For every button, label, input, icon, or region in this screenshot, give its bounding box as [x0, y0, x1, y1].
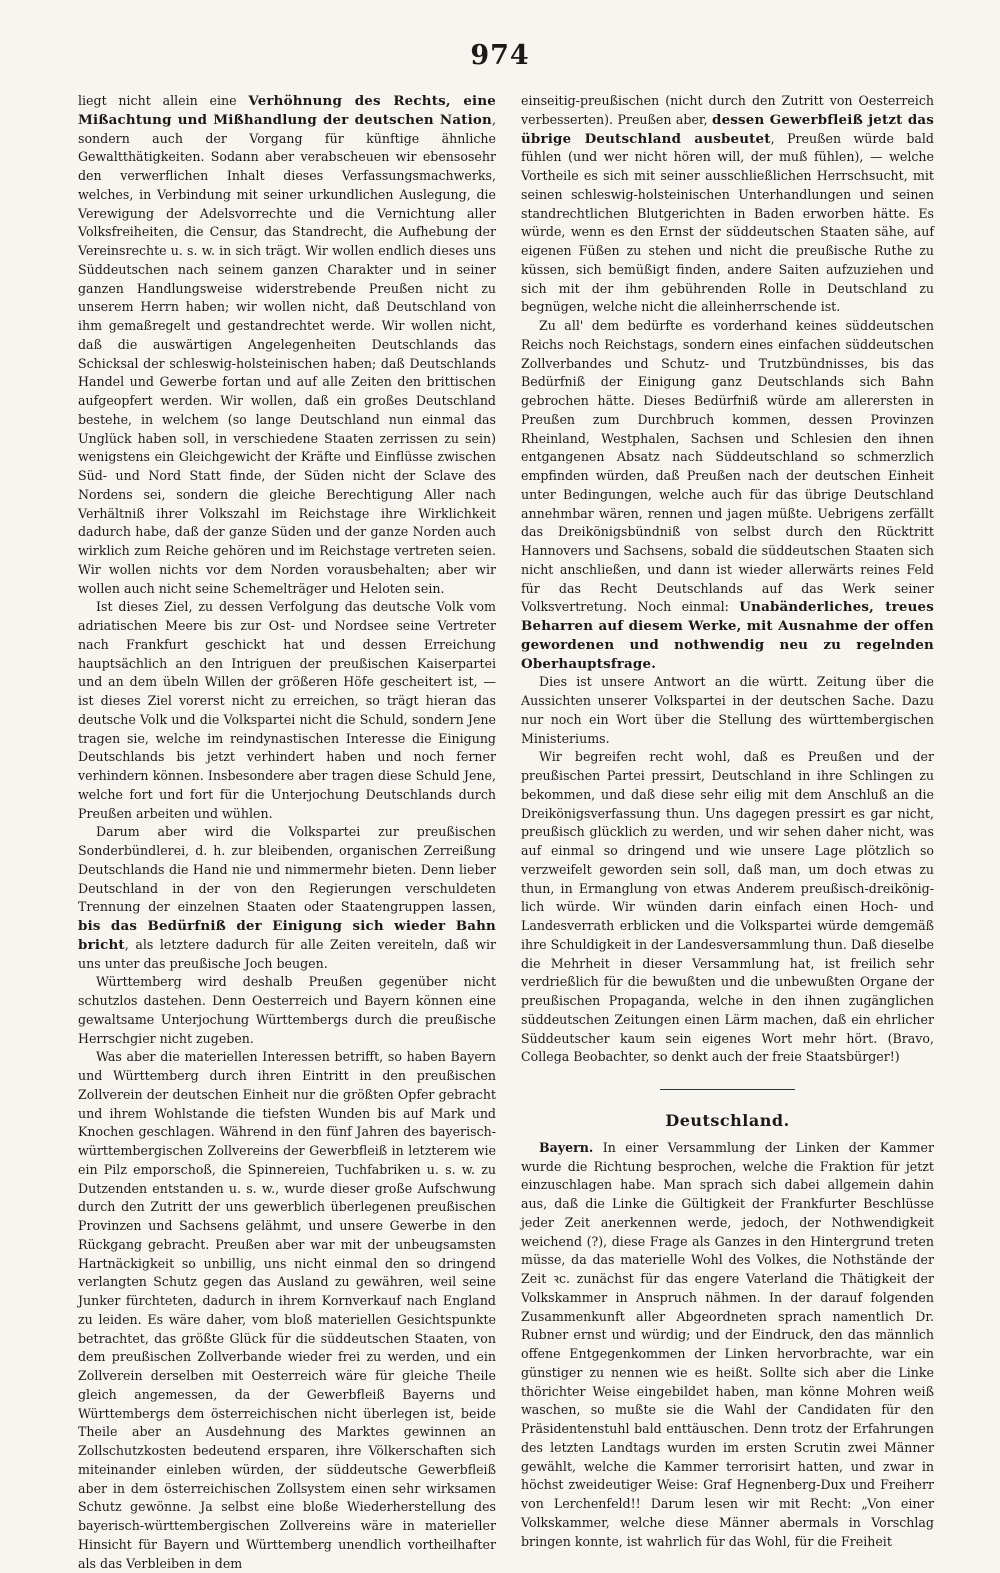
- page-number: 974: [470, 40, 530, 71]
- section-divider: [660, 1089, 795, 1090]
- text-run: Zu all' dem bedürfte es vorderhand keines süddeutschen Reichs noch Reichstags, sondern eines einfachen süddeutschen Zollverbandes und Schutz- und Trutzbündnisses, bis das Bedürfniß der Einigung ganz Deutschlands sich Bahn gebrochen hätte. Dieses Bedürfniß würde am allerersten in Preußen zum Durchbruch kommen, dessen Provinzen Rheinland, Westphalen, Sachsen und Schlesien den ihnen entgangenen Absatz nach Süddeutschland so schmerzlich empfinden würden, daß Preußen nach der deutschen Einheit unter Bedingungen, welche auch für das übrige Deutschland annehmbar wären, rennen und jagen müßte. Uebrigens zerfällt das Dreikönigsbündniß von selbst durch den Rücktritt Hannovers und Sachsens, sobald die süddeutschen Staaten sich nicht anschließen, und dann ist wieder allerwärts reines Feld für das Recht Deutschlands auf das Werk seiner Volksvertretung. Noch einmal:: [521, 318, 934, 615]
- text-run: liegt nicht allein eine: [78, 93, 249, 108]
- paragraph: [521, 317, 934, 673]
- paragraph: Was aber die materiellen Interessen betrifft, so haben Bayern und Württemberg durch ihren Eintritt in den preußischen Zollverein der deutschen Einheit nur die größten Opfer gebracht und ihrem Wohlstande die tiefsten Wunden bis auf Mark und Knochen geschlagen. Während in den fünf Jahren des bayerisch-württembergischen Zollvereins der Gewerbfleiß in letzterem wie ein Pilz emporschoß, die Spinnereien, Tuchfabriken u. s. w. zu Dutzenden entstanden u. s. w., wurde dieser große Aufschwung durch den Zutritt der uns gewerblich überlegenen preußischen Provinzen und Sachsens gelähmt, und unsere Gewerbe in den Rückgang gebracht. Preußen aber war mit der unbeugsamsten Hartnäckigkeit so unbillig, uns nicht einmal den so dringend verlangten Schutz gegen das Ausland zu gewähren, weil seine Junker fürchteten, dadurch in ihrem Kornverkauf nach England zu leiden. Es wäre daher, vom bloß materiellen Gesichtspunkte betrachtet, das größte Glück für die süddeutschen Staaten, von dem preußischen Zollverbande wieder frei zu werden, und ein Zollverein derselben mit Oesterreich wäre für gleiche Theile gleich angemessen, da der Gewerbfleiß Bayerns und Württembergs dem österreichischen nicht überlegen ist, beide Theile aber an Ausdehnung des Marktes gewinnen an Zollschutzkosten bedeutend ersparen, ihre Völkerschaften sich miteinander einleben würden, der süddeutsche Gewerbfleiß aber in dem österreichischen Zollsystem einen sehr wirksamen Schutz gewönne. Ja selbst eine bloße Wiederherstellung des bayerisch-württembergischen Zollvereins wäre in materieller Hinsicht für Bayern und Württemberg unendlich vortheilhafter als das Verbleiben in dem: [78, 1049, 496, 1571]
- text-run: In einer Versammlung der Linken der Kammer wurde die Richtung besprochen, welche die Fraktion für jetzt einzuschlagen habe. Man sprach sich dabei allgemein dahin aus, daß die Linke die Gültigkeit der Frankfurter Beschlüsse jeder Zeit anerkennen werde, jedoch, der Nothwendigkeit weichend (?), diese Frage als Ganzes in den Hintergrund treten müsse, da das materielle Wohl des Volkes, die Nothstände der Zeit ꝛc. zunächst für das engere Vaterland die Thätigkeit der Volkskammer in Anspruch nähmen. In der darauf folgenden Zusammenkunft aller Abgeordneten sprach namentlich Dr. Rubner ernst und würdig; und der Eindruck, den das männlich offene Entgegenkommen der Linken hervorbrachte, war ein günstiger zu nennen wie es heißt. Sollte sich aber die Linke thörichter Weise eingebildet haben, man könne Mohren weiß waschen, so mußte sie die Wahl der Candidaten für den Präsidentenstuhl bald enttäuschen. Denn trotz der Erfahrungen des letzten Landtags wurden im ersten Scrutin zwei Männer gewählt, welche die Kammer terrorisirt hatten, und zwar in höchst zweideutiger Weise: Graf Hegnenberg-Dux und Freiherr von Lerchenfeld!! Darum lesen wir mit Recht: „Von einer Volkskammer, welche diese Männer abermals in Vorschlag bringen konnte, ist wahrlich für das Wohl, für die Freiheit: [521, 1139, 934, 1549]
- text-run: , Preußen würde bald fühlen (und wer nicht hören will, der muß fühlen), — welche Vortheile es sich mit seiner ausschließlichen Herrschsucht, mit seinen schleswig-holsteinischen Unterhandlungen und seinen standrechtlichen Blutgerichten in Baden erworben hätte. Es würde, wenn es den Ernst der süddeutschen Staaten sähe, auf eigenen Füßen zu stehen und nicht die preußische Ruthe zu küssen, sich bemüßigt finden, andere Saiten aufzuziehen und sich mit der ihm gebührenden Rolle in Deutschland zu begnügen, welche nicht die alleinherrschende ist.: [521, 130, 934, 315]
- paragraph: [78, 92, 496, 598]
- text-run: , als letztere dadurch für alle Zeiten vereiteln, daß wir uns unter das preußische Joch beugen.: [78, 936, 496, 971]
- paragraph: Ist dieses Ziel, zu dessen Verfolgung das deutsche Volk vom adriatischen Meere bis zur Ost- und Nordsee seine Vertreter nach Frankfurt geschickt hat und dessen Erreichung hauptsächlich an den Intriguen der preußischen Kaiserpartei und an dem übeln Willen der größeren Höfe gescheitert ist, — ist dieses Ziel vorerst nicht zu erreichen, so trägt hieran das deutsche Volk und die Volkspartei nicht die Schuld, sondern Jene tragen sie, welche im reindynastischen Interesse die Einigung Deutschlands bis jetzt verhindert haben und noch ferner verhindern können. Insbesondere aber tragen diese Schuld Jene, welche fort und fort für die Unterjochung Deutschlands durch Preußen arbeiten und wühlen.: [78, 599, 496, 821]
- paragraph: Dies ist unsere Antwort an die württ. Zeitung über die Aussichten unserer Volkspartei in der deutschen Sache. Dazu nur noch ein Wort über die Stellung des württembergischen Ministeriums.: [521, 674, 934, 746]
- bold-phrase: Unabänderliches, treues Beharren auf diesem Werke, mit Ausnahme der offen gewordenen und nothwendig neu zu regelnden Oberhauptsfrage.: [521, 599, 934, 672]
- text-run: , sondern auch der Vorgang für künftige ähnliche Gewaltthätigkeiten. Sodann aber verabscheuen wir ebensosehr den verwerflichen Inhalt dieses Verfassungsmachwerks, welches, in Verbindung mit seiner urkundlichen Auslegung, die Verewigung der Adelsvorrechte und die Vernichtung aller Volksfreiheiten, die Censur, das Standrecht, die Aufhebung der Vereinsrechte u. s. w. in sich trägt. Wir wollen endlich dieses uns Süddeutschen nach seinem ganzen Charakter und in seiner ganzen Handlungsweise widerstrebende Preußen nicht zu unserem Herrn haben; wir wollen nicht, daß Deutschland von ihm gemaßregelt und gestandrechtet werde. Wir wollen nicht, daß die auswärtigen Angelegenheiten Deutschlands das Schicksal der schleswig-holsteinischen haben; daß Deutschlands Handel und Gewerbe fortan und auf alle Zeiten den brittischen aufgeopfert werden. Wir wollen, daß ein großes Deutschland bestehe, in welchem (so lange Deutschland nun einmal das Unglück haben soll, in verschiedene Staaten zerrissen zu sein) wenigstens ein Gleichgewicht der Kräfte und Einflüsse zwischen Süd- und Nord Statt finde, der Süden nicht der Sclave des Nordens sei, sondern die gleiche Berechtigung Aller nach Verhältniß ihrer Volkszahl im Reichstage ihre Wirklichkeit dadurch habe, daß der ganze Süden und der ganze Norden auch wirklich zum Reiche gehören und im Reichstage vertreten seien. Wir wollen nichts vor dem Norden vorausbehalten; aber wir wollen auch nicht seine Schemelträger und Heloten sein.: [78, 111, 496, 596]
- section-heading: Deutschland.: [665, 1111, 790, 1130]
- bold-phrase: bis das Bedürfniß der Einigung sich wieder Bahn bricht: [78, 918, 496, 953]
- place-lead: Bayern.: [539, 1139, 594, 1155]
- right-column: [521, 92, 934, 1551]
- bold-phrase: dessen Gewerbfleiß jetzt das übrige Deutschland ausbeutet: [521, 111, 935, 147]
- paragraph: [78, 823, 496, 973]
- bold-phrase: Verhöhnung des Rechts, eine Mißachtung und Mißhandlung der deutschen Nation: [78, 93, 496, 128]
- paragraph: Wir begreifen recht wohl, daß es Preußen und der preußischen Partei pressirt, Deutschland in ihre Schlingen zu bekommen, und daß diese sehr eilig mit dem Anschluß an die Dreikönigsverfassung thun. Uns dagegen pressirt es gar nicht, preußisch glücklich zu werden, und wir sehen daher nicht, was auf einmal so dringend und wie unsere Lage plötzlich so verzweifelt geworden sein soll, daß man, um doch etwas zu thun, in Ermanglung von etwas Anderem preußisch-dreikönig-lich würde. Wir wünden darin einfach einen Hoch- und Landesverrath erblicken und die Volkspartei würde demgemäß ihre Schuldigkeit in der Landesversammlung thun. Daß dieselbe die Mehrheit in dieser Versammlung hat, ist freilich sehr verdrießlich für die bewußten und die unbewußten Organe der preußischen Propaganda, welche in den ihnen zugänglichen süddeutschen Zeitungen einen Lärm machen, daß ein ehrlicher Süddeutscher kaum sein eigenes Wort mehr hört. (Bravo, Collega Beobachter, so denkt auch der freie Staatsbürger!): [521, 749, 934, 1065]
- paragraph: Württemberg wird deshalb Preußen gegenüber nicht schutzlos dastehen. Denn Oesterreich und Bayern können eine gewaltsame Unterjochung Württembergs durch die preußische Herrschgier nicht zugeben.: [78, 974, 496, 1046]
- text-run: Darum aber wird die Volkspartei zur preußischen Sonderbündlerei, d. h. zur bleibenden, organischen Zerreißung Deutschlands die Hand nie und nimmermehr bieten. Denn lieber Deutschland in der von den Regierungen verschuldeten Trennung der einzelnen Staaten oder Staatengruppen lassen,: [78, 824, 496, 915]
- left-column: [78, 92, 496, 1573]
- text-run: einseitig-preußischen (nicht durch den Zutritt von Oesterreich verbesserten). Preußen aber,: [521, 93, 934, 127]
- paragraph: [521, 1139, 934, 1552]
- paragraph: [521, 92, 934, 317]
